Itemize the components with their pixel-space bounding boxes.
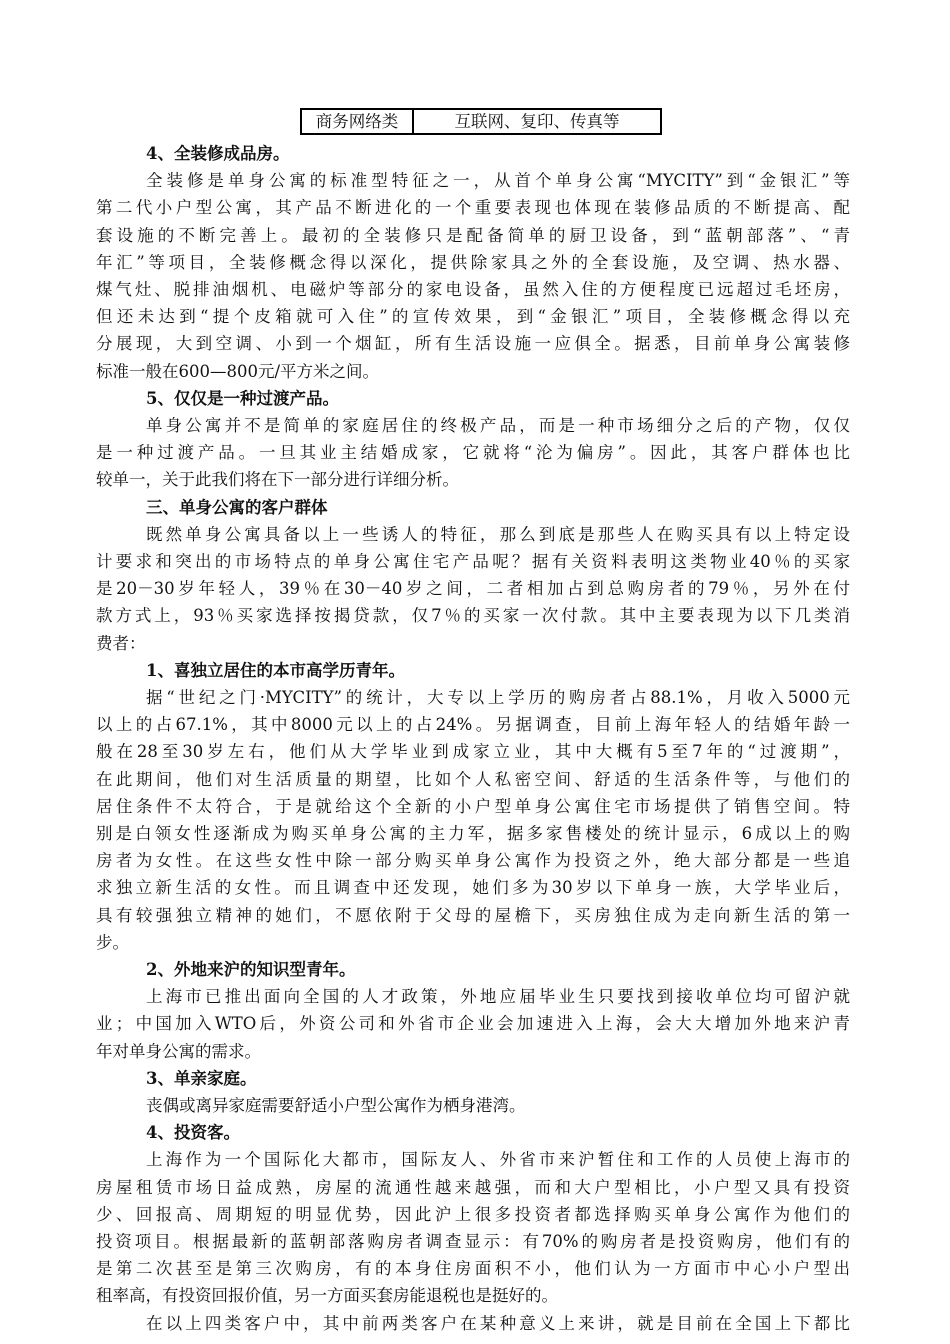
paragraph-line: 费者： xyxy=(96,633,146,653)
table-cell-category: 商务网络类 xyxy=(302,110,414,133)
paragraph-line: 款方式上，93％买家选择按揭贷款，仅7％的买家一次付款。其中主要表现为以下几类消 xyxy=(96,606,850,626)
paragraph-line: 在以上四类客户中，其中前两类客户在某种意义上来讲，就是目前在全国上下都比 xyxy=(146,1313,850,1333)
paragraph-line: 较单一，关于此我们将在下一部分进行详细分析。 xyxy=(96,470,459,490)
paragraph-line: 上海市已推出面向全国的人才政策，外地应届毕业生只要找到接收单位均可留沪就 xyxy=(146,987,850,1007)
table-cell-items: 互联网、复印、传真等 xyxy=(454,112,620,131)
paragraph-line: 年对单身公寓的需求。 xyxy=(96,1041,261,1061)
paragraph-line: 业；中国加入WTO后，外资公司和外省市企业会加速进入上海，会大大增加外地来沪青 xyxy=(96,1014,850,1034)
paragraph-line: 投资项目。根据最新的蓝朝部落购房者调查显示：有70%的购房者是投资购房，他们有的 xyxy=(96,1232,850,1251)
paragraph-line: 煤气灶、脱排油烟机、电磁炉等部分的家电设备，虽然入住的方便程度已远超过毛坯房， xyxy=(96,280,850,299)
paragraph-line: 但还未达到“提个皮箱就可入住”的宣传效果，到“金银汇”项目，全装修概念得以充 xyxy=(96,307,850,327)
paragraph-line: 是20－30岁年轻人，39％在30－40岁之间，二者相加占到总购房者的79％，另外在付 xyxy=(96,579,850,599)
paragraph-line: 步。 xyxy=(96,932,129,952)
paragraph-line: 套设施的不断完善上。最初的全装修只是配备简单的厨卫设备，到“蓝朝部落”、“青 xyxy=(96,225,850,245)
paragraph-line: 是第二次甚至是第三次购房，有的本身住房面积不小，他们认为一方面市中心小户型出 xyxy=(96,1259,850,1279)
paragraph-line: 在此期间，他们对生活质量的期望，比如个人私密空间、舒适的生活条件等，与他们的 xyxy=(96,769,850,789)
section-heading: 三、单身公寓的客户群体 xyxy=(146,497,328,517)
paragraph-line: 单身公寓并不是简单的家庭居住的终极产品，而是一种市场细分之后的产物，仅仅 xyxy=(146,416,850,435)
paragraph-line: 居住条件不太符合，于是就给这个全新的小户型单身公寓住宅市场提供了销售空间。特 xyxy=(96,796,850,816)
section-heading: 4、投资客。 xyxy=(146,1123,240,1143)
section-heading: 1、喜独立居住的本市高学历青年。 xyxy=(146,660,405,680)
paragraph-line: 年汇”等项目，全装修概念得以深化，提供除家具之外的全套设施，及空调、热水器、 xyxy=(96,252,850,272)
paragraph-line: 少、回报高、周期短的明显优势，因此沪上很多投资者都选择购买单身公寓作为他们的 xyxy=(96,1204,850,1224)
section-heading: 5、仅仅是一种过渡产品。 xyxy=(146,388,339,408)
paragraph-line: 具有较强独立精神的她们，不愿依附于父母的屋檐下，买房独住成为走向新生活的第一 xyxy=(96,905,850,925)
paragraph-line: 第二代小户型公寓，其产品不断进化的一个重要表现也体现在装修品质的不断提高、配 xyxy=(96,198,850,218)
paragraph-line: 全装修是单身公寓的标准型特征之一，从首个单身公寓“MYCITY”到“金银汇”等 xyxy=(146,171,850,191)
paragraph-line: 据“世纪之门·MYCITY”的统计，大专以上学历的购房者占88.1%，月收入5000元 xyxy=(146,688,850,707)
section-heading: 2、外地来沪的知识型青年。 xyxy=(146,960,356,979)
paragraph-line: 以上的占67.1%，其中8000元以上的占24%。另据调查，目前上海年轻人的结婚年龄一 xyxy=(96,715,850,735)
paragraph-line: 上海作为一个国际化大都市，国际友人、外省市来沪暂住和工作的人员使上海市的 xyxy=(146,1150,850,1170)
facility-table-row xyxy=(300,108,662,135)
paragraph-line: 标准一般在600—800元/平方米之间。 xyxy=(96,361,380,381)
paragraph-line: 计要求和突出的市场特点的单身公寓住宅产品呢？据有关资料表明这类物业40％的买家 xyxy=(96,552,850,571)
paragraph-line: 租率高，有投资回报价值，另一方面买套房能退税也是挺好的。 xyxy=(96,1286,558,1306)
paragraph-line: 是一种过渡产品。一旦其业主结婚成家，它就将“沦为偏房”。因此，其客户群体也比 xyxy=(96,443,850,463)
paragraph-line: 房屋租赁市场日益成熟，房屋的流通性越来越强，而和大户型相比，小户型又具有投资 xyxy=(96,1177,850,1197)
section-heading: 4、全装修成品房。 xyxy=(146,144,290,163)
paragraph-line: 房者为女性。在这些女性中除一部分购买单身公寓作为投资之外，绝大部分都是一些追 xyxy=(96,851,850,871)
paragraph-line: 般在28至30岁左右，他们从大学毕业到成家立业，其中大概有5至7年的“过渡期”， xyxy=(96,742,850,762)
paragraph-line: 求独立新生活的女性。而且调查中还发现，她们多为30岁以下单身一族，大学毕业后， xyxy=(96,878,850,898)
paragraph-line: 既然单身公寓具备以上一些诱人的特征，那么到底是那些人在购买具有以上特定设 xyxy=(146,524,850,544)
paragraph-line: 丧偶或离异家庭需要舒适小户型公寓作为栖身港湾。 xyxy=(146,1096,526,1115)
section-heading: 3、单亲家庭。 xyxy=(146,1068,257,1088)
paragraph-line: 别是白领女性逐渐成为购买单身公寓的主力军，据多家售楼处的统计显示，6成以上的购 xyxy=(96,824,850,843)
paragraph-line: 分展现，大到空调、小到一个烟缸，所有生活设施一应俱全。据悉，目前单身公寓装修 xyxy=(96,334,850,354)
